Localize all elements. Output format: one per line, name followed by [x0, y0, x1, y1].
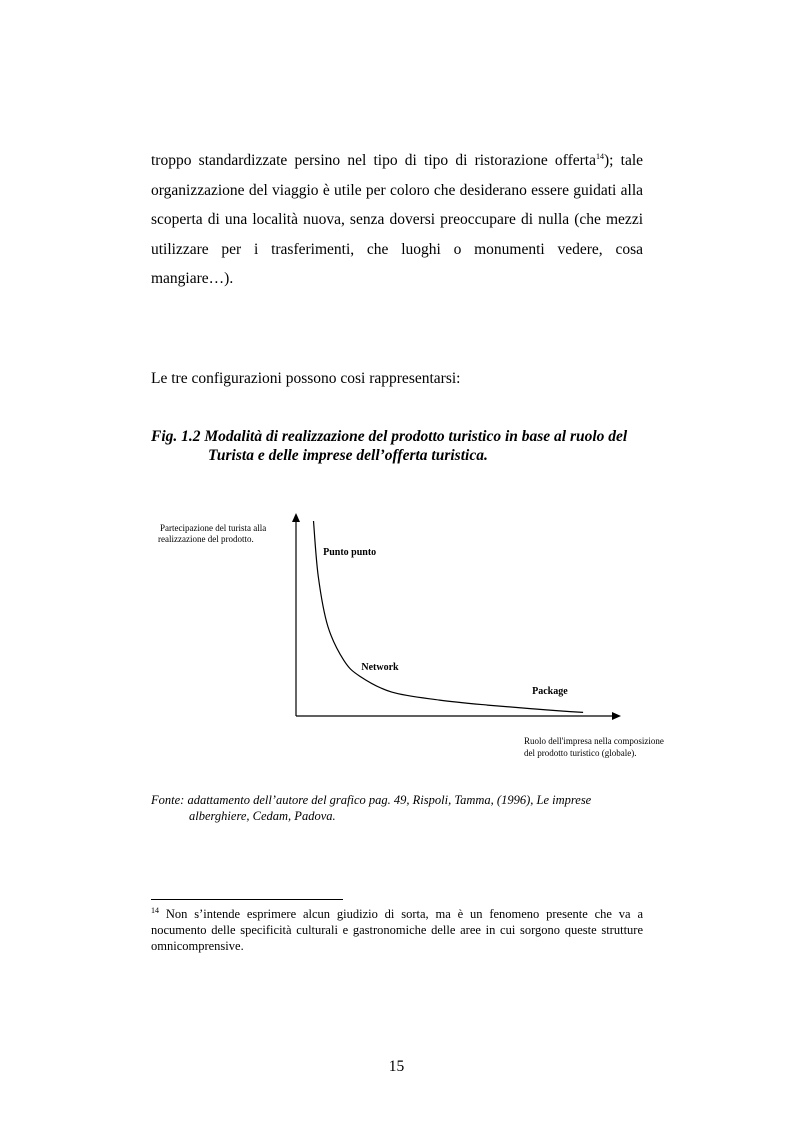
figure-caption-line2: Turista e delle imprese dell’offerta turistica. [208, 447, 488, 464]
footnote-separator [151, 899, 343, 900]
x-axis-label-line2: del prodotto turistico (globale). [524, 748, 637, 758]
footnote-number: 14 [151, 905, 159, 915]
annotation-network: Network [361, 662, 399, 674]
page-number: 15 [388, 1058, 405, 1075]
chart [140, 505, 685, 765]
paragraph-text-after: ); tale organizzazione del viaggio è utile per coloro che desiderano essere guidati alla scoperta di una località nuova, senza doversi preoccupare di nulla (che mezzi utilizzare per i trasferimenti, che luoghi o monumenti vedere, cosa mangiare…). [151, 152, 644, 287]
footnote [151, 906, 643, 954]
y-axis-label-line1: Partecipazione del turista alla [160, 523, 267, 533]
intro-sentence: Le tre configurazioni possono cosi rappresentarsi: [151, 370, 461, 387]
figure-source-line2: alberghiere, Cedam, Padova. [189, 809, 336, 823]
paragraph-text-before: troppo standardizzate persino nel tipo di tipo di ristorazione offerta [151, 152, 596, 169]
figure-source [151, 792, 651, 824]
figure-caption-line1: Fig. 1.2 Modalità di realizzazione del prodotto turistico in base al ruolo del [151, 428, 628, 445]
annotation-punto-punto: Punto punto [323, 546, 377, 558]
annotation-package: Package [532, 686, 568, 698]
body-paragraph [151, 146, 643, 294]
y-axis-arrow [292, 513, 300, 522]
y-axis-label-line2: realizzazione del prodotto. [158, 534, 254, 544]
x-axis-label-line1: Ruolo dell'impresa nella composizione [524, 736, 664, 746]
figure-caption [151, 427, 651, 465]
figure-source-line1: Fonte: adattamento dell’autore del grafico pag. 49, Rispoli, Tamma, (1996), Le imprese [151, 793, 592, 807]
footnote-reference[interactable]: 14 [595, 151, 604, 161]
footnote-text: Non s’intende esprimere alcun giudizio di sorta, ma è un fenomeno presente che va a nocumento delle specificità culturali e gastronomiche delle aree in cui sorgono queste strutture omnicomprensive. [151, 907, 643, 953]
x-axis-arrow [612, 712, 621, 720]
